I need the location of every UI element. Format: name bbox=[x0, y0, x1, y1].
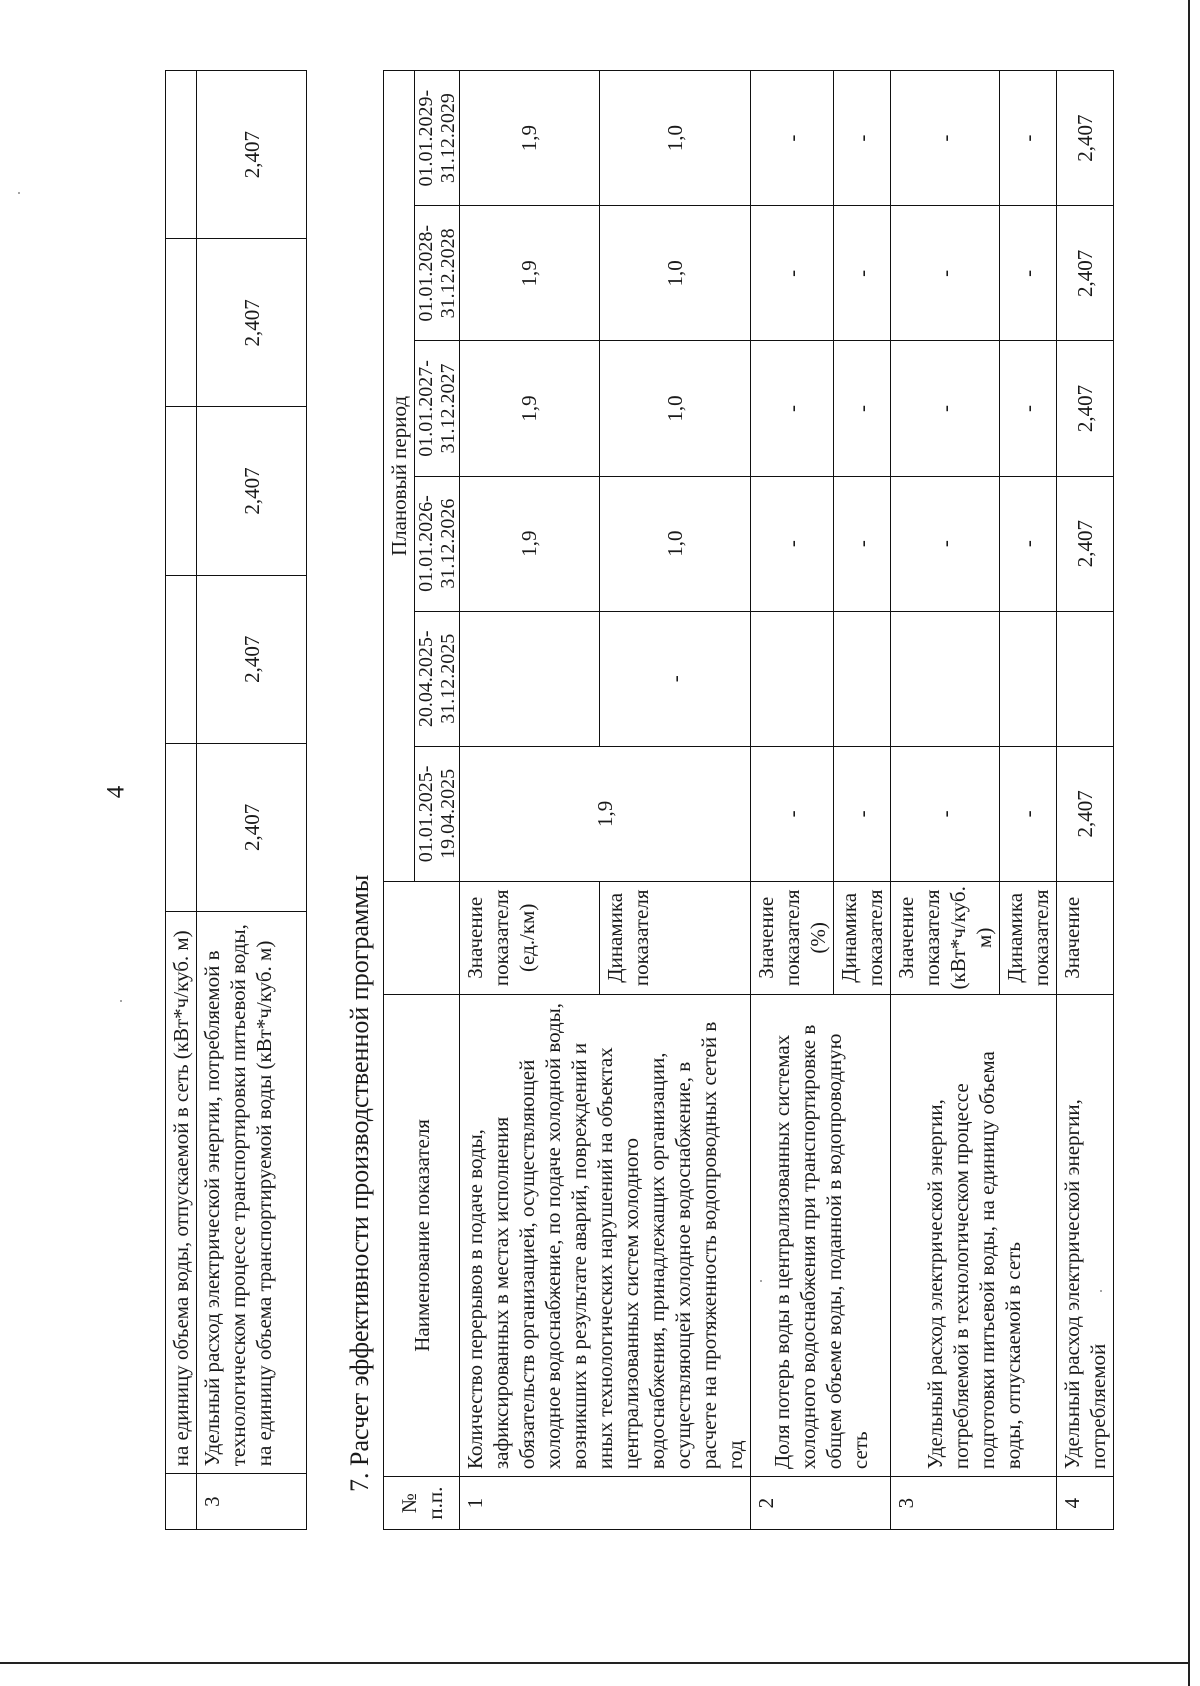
row-number-cell: 1 bbox=[460, 1477, 751, 1530]
table-row bbox=[891, 71, 1000, 1530]
indicator-name-cell: Удельный расход электрической энергии, потребляемой в технологическом процессе подготовки питьевой воды, на единицу объема воды, отпускаемой в сеть bbox=[891, 994, 1057, 1476]
value-cell: - bbox=[751, 341, 834, 476]
value-cell: 1,9 bbox=[460, 206, 600, 341]
value-cell: 1,9 bbox=[460, 71, 600, 206]
indicator-name-cell: Доля потерь воды в централизованных системах холодного водоснабжения при транспортировке в общем объеме воды, поданной в водопроводную сеть bbox=[751, 994, 891, 1476]
dynamic-cell: - bbox=[1000, 71, 1057, 206]
value-label-cell: Значение bbox=[1057, 881, 1114, 994]
value-cell: - bbox=[751, 71, 834, 206]
value-cell: 2,407 bbox=[1057, 341, 1114, 476]
value-cell: 2,407 bbox=[197, 743, 307, 911]
value-cell: 2,407 bbox=[1057, 476, 1114, 611]
dynamic-label-cell: Динамика показателя bbox=[1000, 881, 1057, 994]
value-cell: 1,9 bbox=[460, 746, 751, 881]
value-cell bbox=[166, 743, 197, 911]
value-cell: 1,9 bbox=[460, 341, 600, 476]
dynamic-cell: - bbox=[1000, 476, 1057, 611]
value-cell: - bbox=[891, 476, 1000, 611]
dynamic-cell: - bbox=[1000, 341, 1057, 476]
row-number-cell: 3 bbox=[197, 1474, 307, 1530]
row-number-cell bbox=[166, 1474, 197, 1530]
value-cell: - bbox=[751, 746, 834, 881]
header-planned-period: Плановый период bbox=[384, 71, 415, 882]
dynamic-cell: - bbox=[834, 476, 891, 611]
value-cell: 2,407 bbox=[197, 239, 307, 407]
header-empty bbox=[384, 881, 460, 994]
header-number: № п.п. bbox=[384, 1477, 460, 1530]
value-cell: - bbox=[891, 746, 1000, 881]
header-period: 01.01.2026-31.12.2026 bbox=[415, 476, 460, 611]
page-frame-bottom bbox=[0, 1662, 1190, 1664]
dynamic-cell bbox=[834, 611, 891, 746]
dynamic-cell: - bbox=[834, 341, 891, 476]
table-row bbox=[166, 71, 197, 1530]
value-cell: 2,407 bbox=[197, 575, 307, 743]
value-cell bbox=[891, 611, 1000, 746]
row-number-cell: 2 bbox=[751, 1477, 891, 1530]
header-indicator-name: Наименование показателя bbox=[384, 994, 460, 1476]
header-period: 01.01.2028-31.12.2028 bbox=[415, 206, 460, 341]
dynamic-cell: - bbox=[1000, 746, 1057, 881]
table-row bbox=[460, 71, 600, 1530]
dynamic-cell: 1,0 bbox=[599, 476, 750, 611]
value-cell: 1,9 bbox=[460, 476, 600, 611]
indicator-name-cell: Удельный расход электрической энергии, потребляемой bbox=[1057, 994, 1114, 1476]
value-cell: 2,407 bbox=[197, 407, 307, 575]
value-cell: - bbox=[891, 71, 1000, 206]
table-header-row bbox=[384, 71, 415, 1530]
rotated-page-content bbox=[165, 70, 1200, 1530]
header-period: 01.01.2027-31.12.2027 bbox=[415, 341, 460, 476]
dynamic-cell: - bbox=[599, 611, 750, 746]
dynamic-cell: - bbox=[1000, 206, 1057, 341]
dynamic-cell: - bbox=[834, 206, 891, 341]
value-cell bbox=[1057, 611, 1114, 746]
value-cell: - bbox=[891, 341, 1000, 476]
row-number-cell: 4 bbox=[1057, 1477, 1114, 1530]
table-row bbox=[197, 71, 307, 1530]
value-cell bbox=[751, 611, 834, 746]
value-label-cell: Значение показателя (ед./км) bbox=[460, 881, 600, 994]
dynamic-cell: - bbox=[834, 746, 891, 881]
dynamic-label-cell: Динамика показателя bbox=[599, 881, 750, 994]
value-cell bbox=[166, 575, 197, 743]
header-period: 20.04.2025-31.12.2025 bbox=[415, 611, 460, 746]
scan-noise bbox=[18, 192, 20, 194]
value-cell: 2,407 bbox=[1057, 71, 1114, 206]
value-cell: 2,407 bbox=[1057, 206, 1114, 341]
indicator-name-cell: на единицу объема воды, отпускаемой в сеть (кВт*ч/куб. м) bbox=[166, 911, 197, 1473]
indicator-name-cell: Удельный расход электрической энергии, потребляемой в технологическом процессе транспортировки питьевой воды, на единицу объема транспортируемой воды (кВт*ч/куб. м) bbox=[197, 911, 307, 1473]
dynamic-cell: 1,0 bbox=[599, 71, 750, 206]
dynamic-cell: 1,0 bbox=[599, 206, 750, 341]
value-cell: - bbox=[751, 476, 834, 611]
table-row bbox=[1057, 71, 1114, 1530]
header-period: 01.01.2029-31.12.2029 bbox=[415, 71, 460, 206]
section-title: 7. Расчет эффективности производственной программы bbox=[345, 874, 374, 1492]
row-number-cell: 3 bbox=[891, 1477, 1057, 1530]
page-number: 4 bbox=[102, 785, 130, 799]
table-row bbox=[751, 71, 834, 1530]
value-cell bbox=[166, 407, 197, 575]
top-indicator-table-continuation bbox=[165, 70, 307, 1530]
value-cell bbox=[460, 611, 600, 746]
value-cell bbox=[166, 71, 197, 239]
header-period: 01.01.2025-19.04.2025 bbox=[415, 746, 460, 881]
dynamic-cell: 1,0 bbox=[599, 341, 750, 476]
dynamic-label-cell: Динамика показателя bbox=[834, 881, 891, 994]
efficiency-calculation-table bbox=[383, 70, 1114, 1530]
value-cell: 2,407 bbox=[1057, 746, 1114, 881]
value-label-cell: Значение показателя (%) bbox=[751, 881, 834, 994]
indicator-name-cell: Количество перерывов в подаче воды, зафиксированных в местах исполнения обязательств организацией, осуществляющей холодное водоснабжение, по подаче холодной воды, возникших в результате аварий, повреждений и иных технологических нарушений на объектах централизованных систем холодного водоснабжения, принадлежащих организации, осуществляющей холодное водоснабжение, в расчете на протяженность водопроводных сетей в год bbox=[460, 994, 751, 1476]
value-cell bbox=[166, 239, 197, 407]
value-cell: 2,407 bbox=[197, 71, 307, 239]
value-cell: - bbox=[891, 206, 1000, 341]
dynamic-cell: - bbox=[834, 71, 891, 206]
dynamic-cell bbox=[1000, 611, 1057, 746]
value-label-cell: Значение показателя (кВт*ч/куб. м) bbox=[891, 881, 1000, 994]
value-cell: - bbox=[751, 206, 834, 341]
scan-noise bbox=[120, 1000, 122, 1002]
